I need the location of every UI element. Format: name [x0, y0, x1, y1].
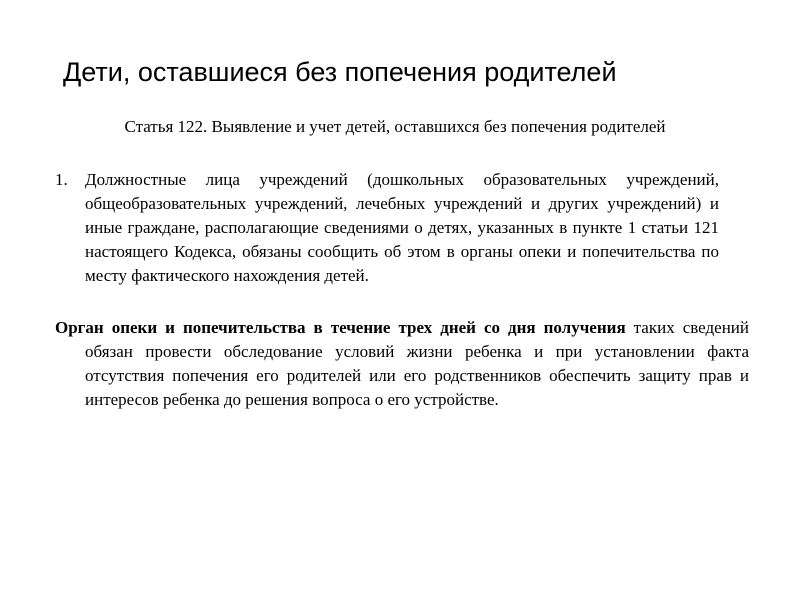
- list-item-text: Должностные лица учреждений (дошкольных образовательных учреждений, общеобразовательных учреждений, лечебных учреждений и других учреждений) и иные граждане, располагающие сведениями о детях, указанных в пункте 1 статьи 121 настоящего Кодекса, обязаны сообщить об этом в органы опеки и попечительства по месту фактического нахождения детей.: [85, 170, 719, 285]
- list-item-1: [55, 168, 719, 288]
- body-paragraph: [55, 316, 749, 412]
- bold-emphasis-text: Орган опеки и попечительства в течение трех дней со дня получения: [55, 318, 626, 337]
- list-item-number: 1.: [55, 170, 68, 189]
- slide-title: Дети, оставшиеся без попечения родителей: [63, 57, 617, 87]
- paragraph-text: таких сведений обязан провести обследование условий жизни ребенка и при установлении факта отсутствия попечения его родителей или его родственников обеспечить защиту прав и интересов ребенка до решения вопроса о его устройстве.: [85, 318, 749, 409]
- article-heading: Статья 122. Выявление и учет детей, оставшихся без попечения родителей: [124, 117, 666, 136]
